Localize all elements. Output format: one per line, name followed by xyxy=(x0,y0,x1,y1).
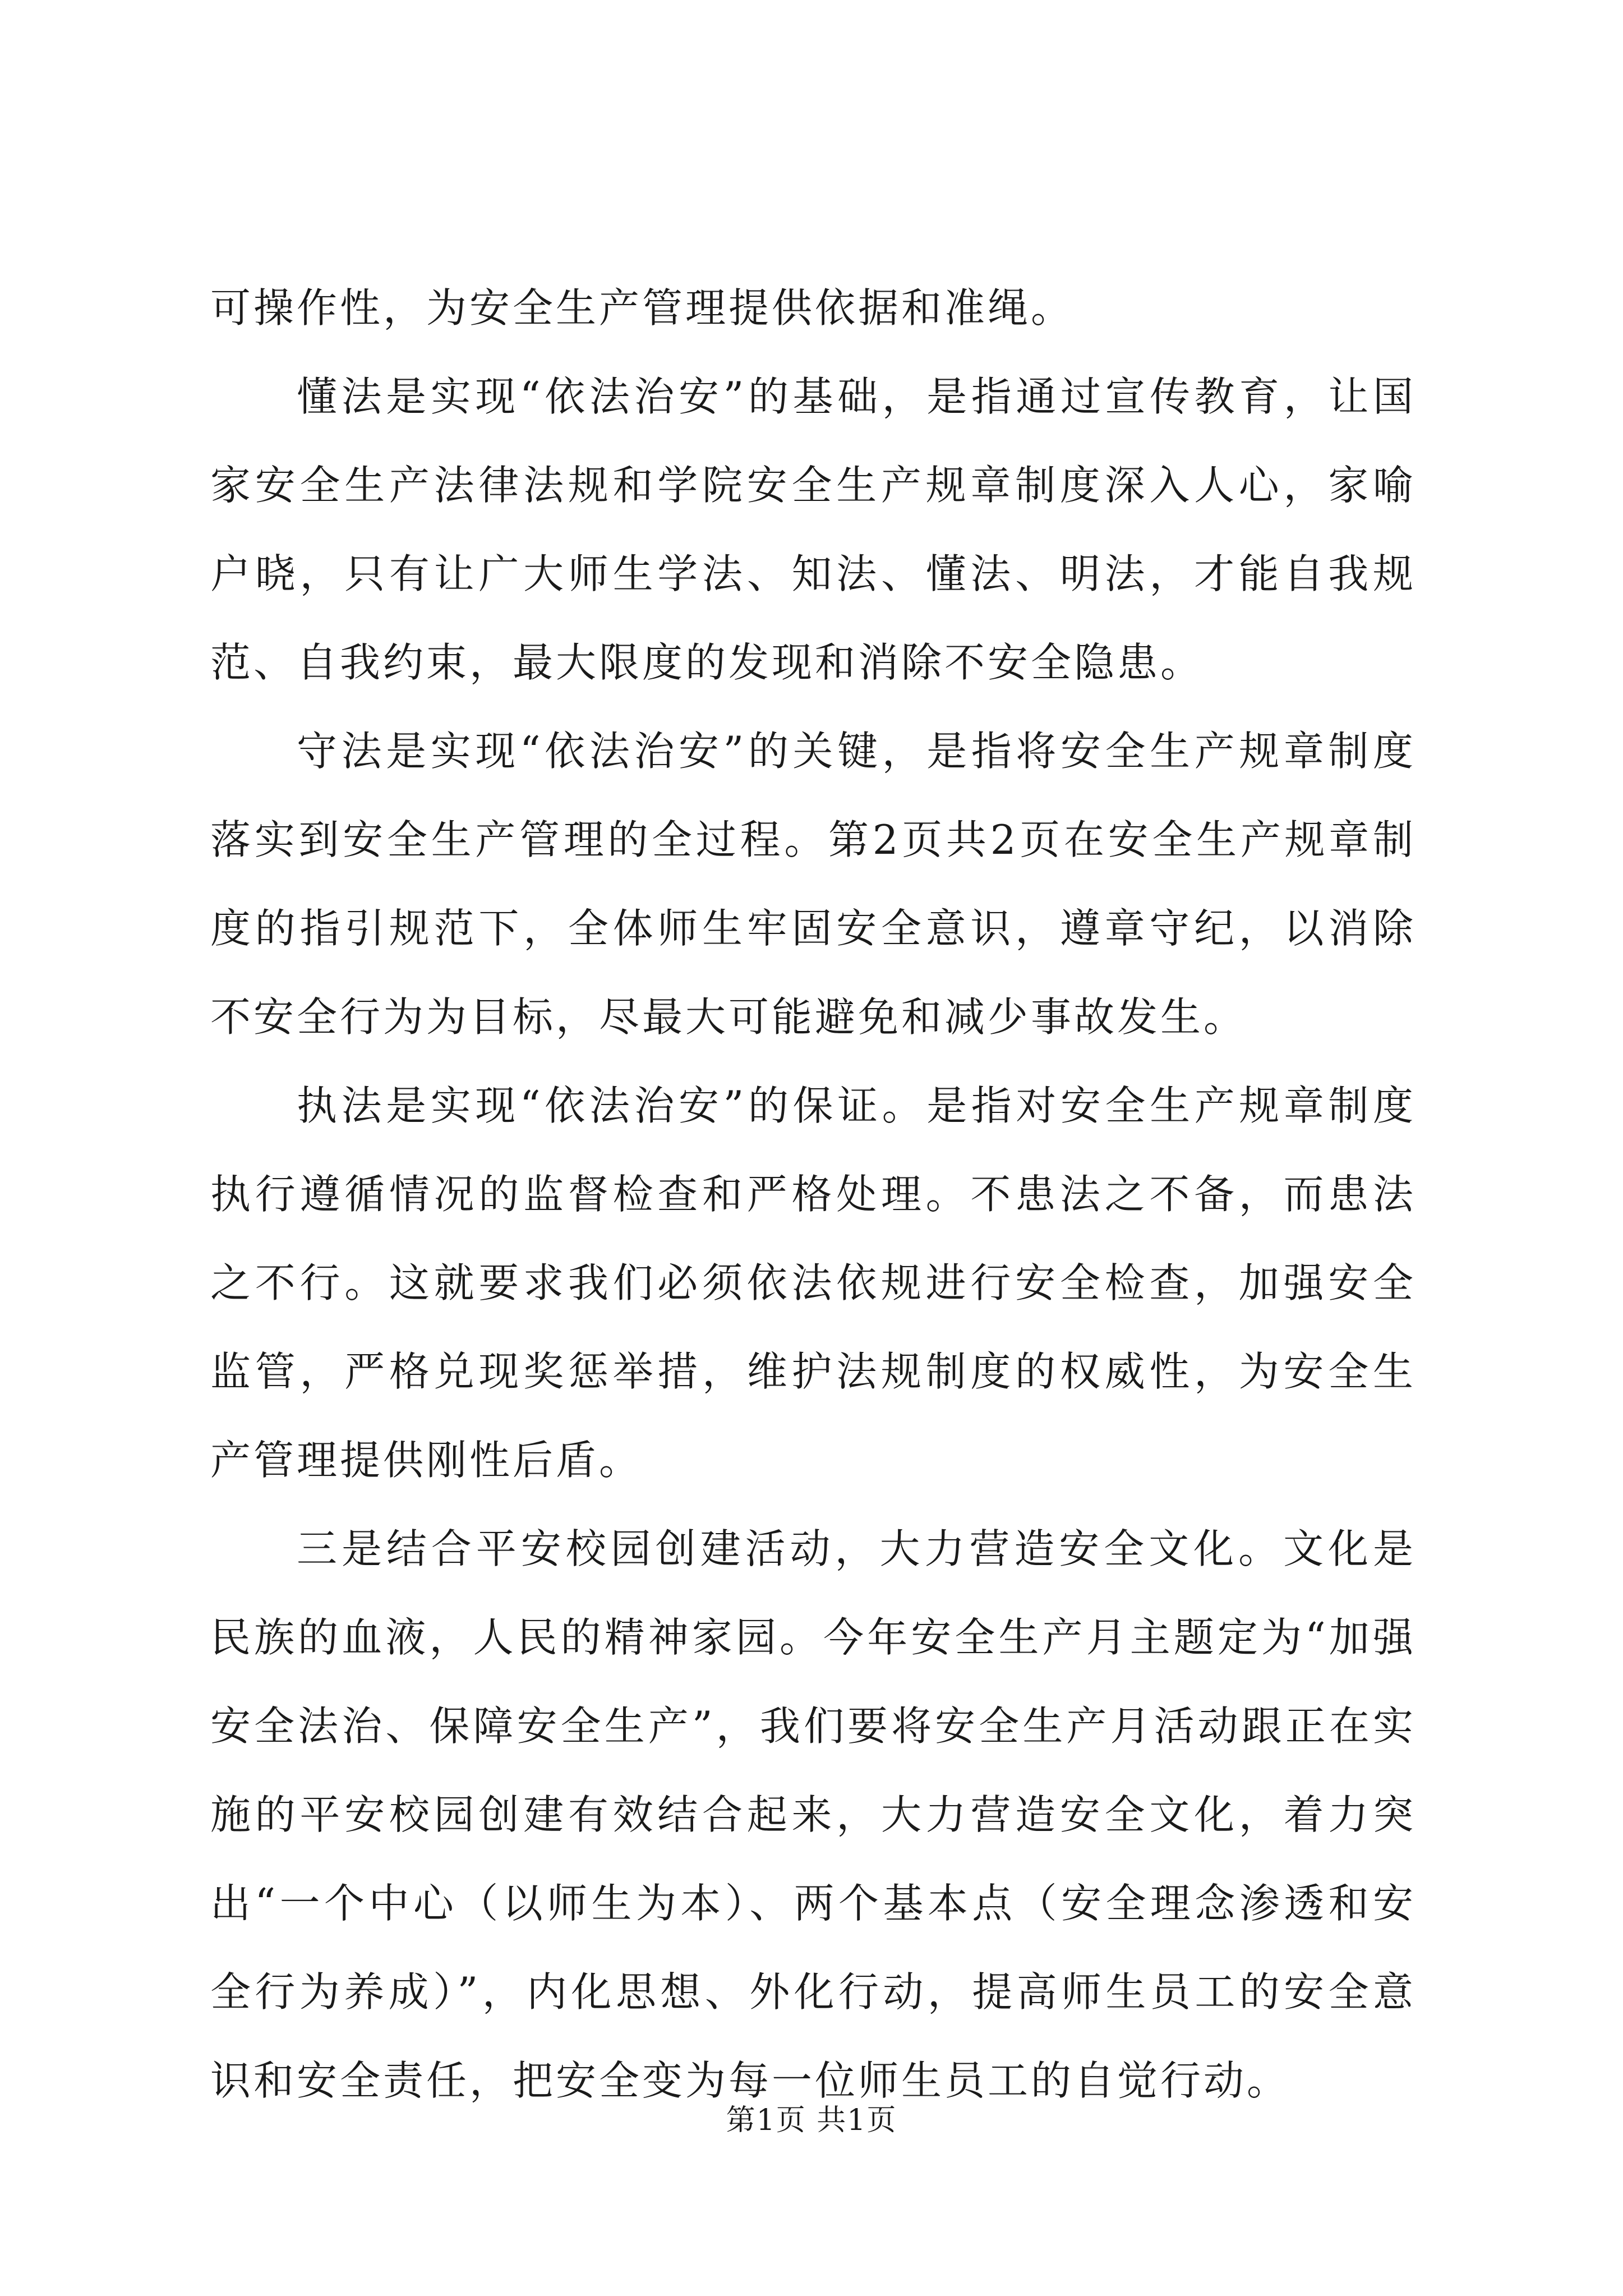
paragraph-safety-culture: 三是结合平安校园创建活动，大力营造安全文化。文化是民族的血液，人民的精神家园。今年安全生产月主题定为“加强安全法治、保障安全生产”，我们要将安全生产月活动跟正在实施的平安校园创建有效结合起来，大力营造安全文化，着力突出“一个中心（以师生为本）、两个基本点（安全理念渗透和安全行为养成）”，内化思想、外化行动，提高师生员工的安全意识和安全责任，把安全变为每一位师生员工的自觉行动。 xyxy=(210,1525,1416,2104)
page-footer: 第1页 共1页 xyxy=(726,2104,897,2137)
paragraph-continuation: 可操作性，为安全生产管理提供依据和准绳。 xyxy=(210,284,1075,332)
paragraph-enforcing-law: 执法是实现“依法治安”的保证。是指对安全生产规章制度执行遵循情况的监督检查和严格处理。不患法之不备，而患法之不行。这就要求我们必须依法依规进行安全检查，加强安全监管，严格兑现奖惩举措，维护法规制度的权威性，为安全生产管理提供刚性后盾。 xyxy=(210,1082,1416,1484)
paragraph-understanding-law: 懂法是实现“依法治安”的基础，是指通过宣传教育，让国家安全生产法律法规和学院安全生产规章制度深入人心，家喻户晓，只有让广大师生学法、知法、懂法、明法，才能自我规范、自我约束，最大限度的发现和消除不安全隐患。 xyxy=(210,373,1416,686)
document-body xyxy=(210,264,1416,2125)
paragraph-obeying-law: 守法是实现“依法治安”的关键，是指将安全生产规章制度落实到安全生产管理的全过程。第2页共2页在安全生产规章制度的指引规范下，全体师生牢固安全意识，遵章守纪，以消除不安全行为为目标，尽最大可能避免和减少事故发生。 xyxy=(210,728,1416,1041)
